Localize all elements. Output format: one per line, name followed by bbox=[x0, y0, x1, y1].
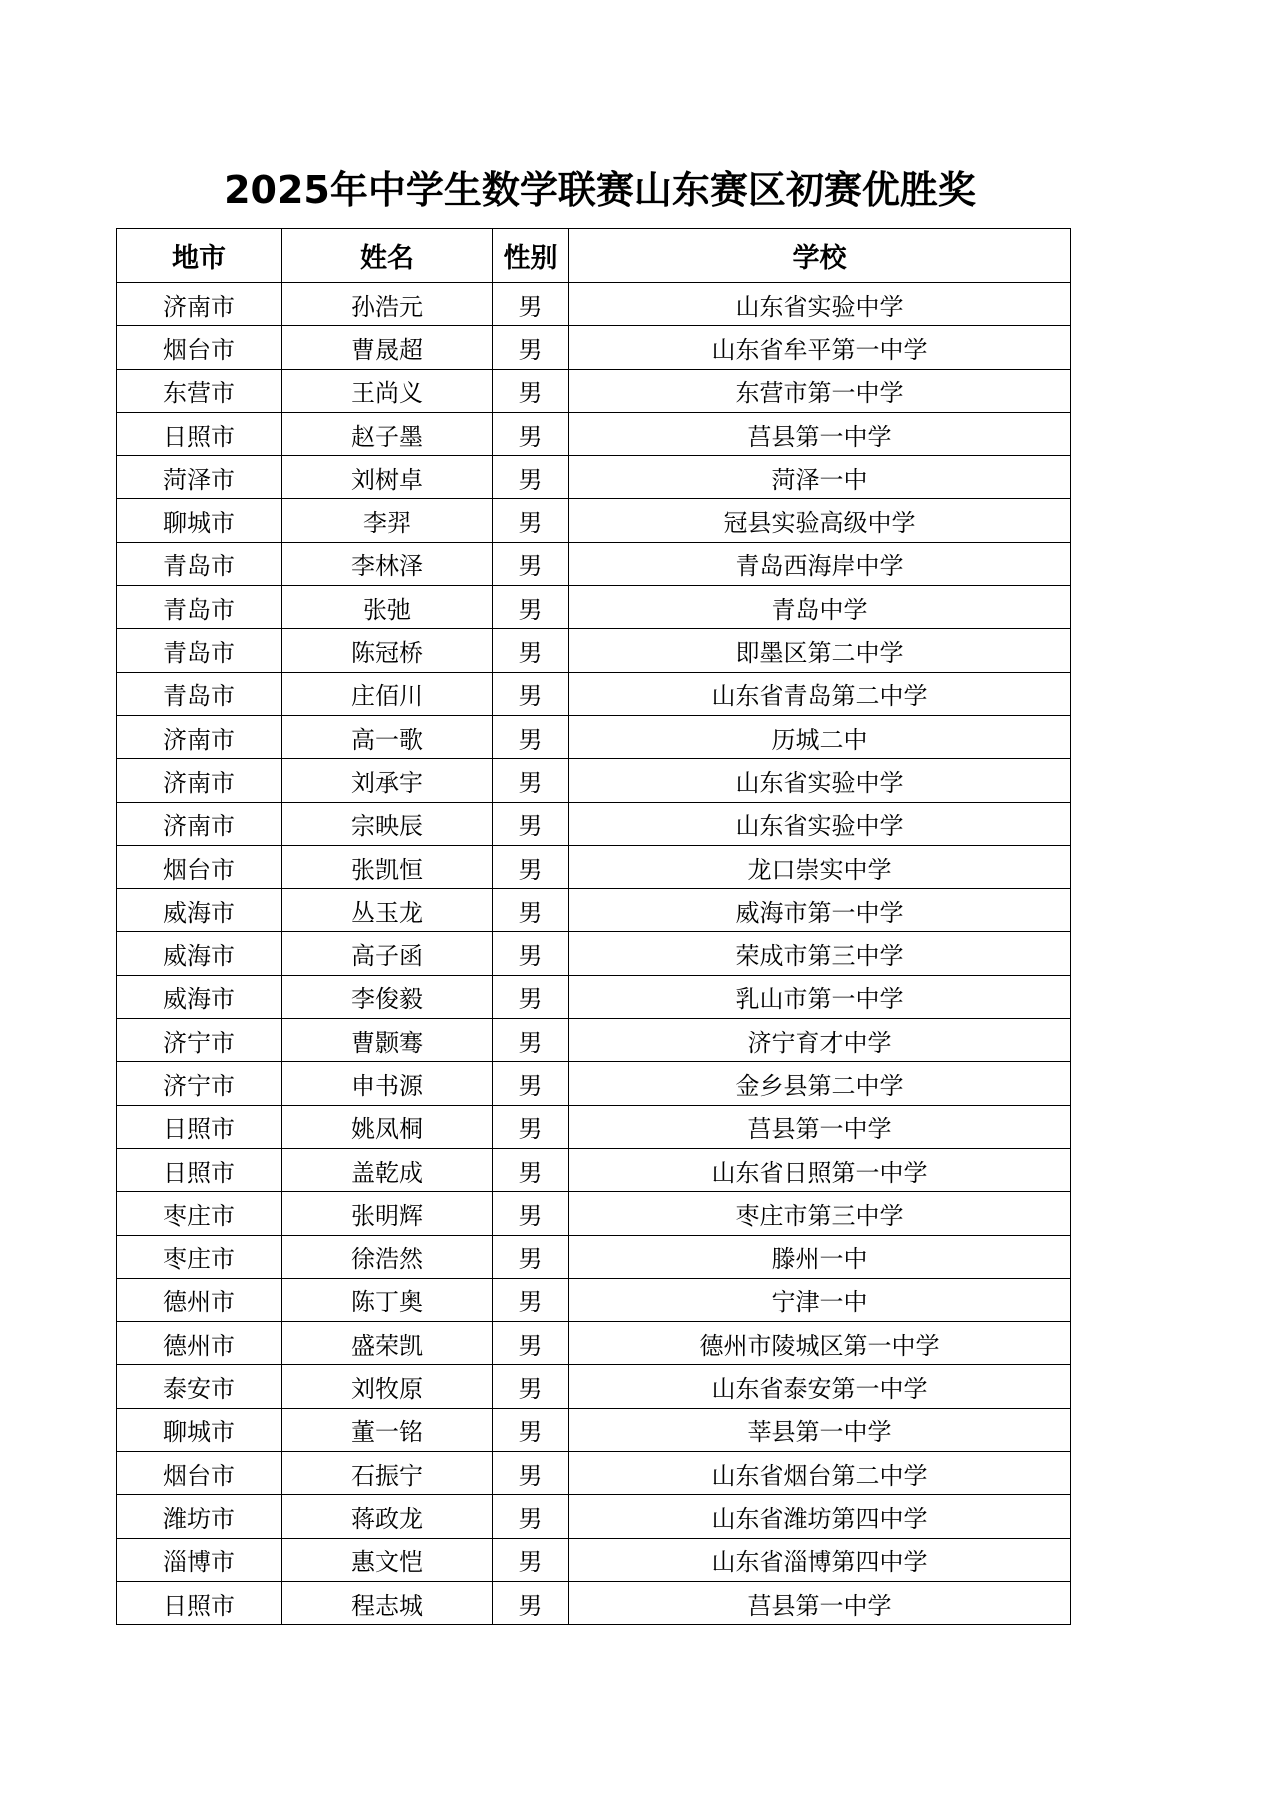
table-row bbox=[117, 1365, 1071, 1408]
cell-name: 高子函 bbox=[282, 932, 493, 975]
cell-school: 东营市第一中学 bbox=[569, 369, 1071, 412]
cell-school: 枣庄市第三中学 bbox=[569, 1192, 1071, 1235]
cell-name: 董一铭 bbox=[282, 1408, 493, 1451]
cell-city: 菏泽市 bbox=[117, 456, 282, 499]
cell-gender: 男 bbox=[493, 1495, 569, 1538]
cell-school: 莒县第一中学 bbox=[569, 1581, 1071, 1624]
table-row bbox=[117, 932, 1071, 975]
table-row bbox=[117, 1452, 1071, 1495]
table-row bbox=[117, 889, 1071, 932]
header-name: 姓名 bbox=[282, 229, 493, 283]
table-row bbox=[117, 1062, 1071, 1105]
cell-city: 东营市 bbox=[117, 369, 282, 412]
cell-name: 张明辉 bbox=[282, 1192, 493, 1235]
cell-school: 青岛中学 bbox=[569, 586, 1071, 629]
cell-name: 李羿 bbox=[282, 499, 493, 542]
cell-gender: 男 bbox=[493, 672, 569, 715]
cell-name: 徐浩然 bbox=[282, 1235, 493, 1278]
cell-city: 聊城市 bbox=[117, 1408, 282, 1451]
cell-school: 德州市陵城区第一中学 bbox=[569, 1322, 1071, 1365]
cell-school: 乳山市第一中学 bbox=[569, 975, 1071, 1018]
cell-name: 张凯恒 bbox=[282, 845, 493, 888]
table-row bbox=[117, 1019, 1071, 1062]
table-row bbox=[117, 369, 1071, 412]
cell-city: 聊城市 bbox=[117, 499, 282, 542]
cell-school: 莒县第一中学 bbox=[569, 412, 1071, 455]
cell-school: 青岛西海岸中学 bbox=[569, 542, 1071, 585]
cell-gender: 男 bbox=[493, 889, 569, 932]
cell-name: 曹颢骞 bbox=[282, 1019, 493, 1062]
table-row bbox=[117, 715, 1071, 758]
table-row bbox=[117, 629, 1071, 672]
cell-school: 山东省牟平第一中学 bbox=[569, 326, 1071, 369]
table-row bbox=[117, 283, 1071, 326]
cell-city: 日照市 bbox=[117, 1105, 282, 1148]
cell-gender: 男 bbox=[493, 1538, 569, 1581]
cell-city: 青岛市 bbox=[117, 672, 282, 715]
table-row bbox=[117, 456, 1071, 499]
cell-name: 赵子墨 bbox=[282, 412, 493, 455]
cell-school: 莘县第一中学 bbox=[569, 1408, 1071, 1451]
page-title: 2025年中学生数学联赛山东赛区初赛优胜奖 bbox=[224, 168, 976, 212]
cell-school: 山东省淄博第四中学 bbox=[569, 1538, 1071, 1581]
cell-school: 山东省日照第一中学 bbox=[569, 1148, 1071, 1191]
cell-gender: 男 bbox=[493, 326, 569, 369]
cell-name: 姚凤桐 bbox=[282, 1105, 493, 1148]
cell-gender: 男 bbox=[493, 1365, 569, 1408]
cell-gender: 男 bbox=[493, 802, 569, 845]
cell-city: 济宁市 bbox=[117, 1019, 282, 1062]
cell-gender: 男 bbox=[493, 759, 569, 802]
cell-gender: 男 bbox=[493, 975, 569, 1018]
table-row bbox=[117, 1495, 1071, 1538]
cell-school: 山东省青岛第二中学 bbox=[569, 672, 1071, 715]
cell-school: 山东省实验中学 bbox=[569, 283, 1071, 326]
table-row bbox=[117, 1105, 1071, 1148]
cell-city: 日照市 bbox=[117, 412, 282, 455]
cell-school: 山东省潍坊第四中学 bbox=[569, 1495, 1071, 1538]
cell-city: 威海市 bbox=[117, 975, 282, 1018]
cell-city: 枣庄市 bbox=[117, 1235, 282, 1278]
header-city: 地市 bbox=[117, 229, 282, 283]
cell-school: 山东省实验中学 bbox=[569, 802, 1071, 845]
table-row bbox=[117, 845, 1071, 888]
table-row bbox=[117, 1322, 1071, 1365]
award-table bbox=[116, 228, 1071, 1625]
header-gender: 性别 bbox=[493, 229, 569, 283]
table-header-row bbox=[117, 229, 1071, 283]
cell-gender: 男 bbox=[493, 1019, 569, 1062]
table-row bbox=[117, 499, 1071, 542]
cell-gender: 男 bbox=[493, 283, 569, 326]
table-row bbox=[117, 586, 1071, 629]
table-row bbox=[117, 542, 1071, 585]
cell-name: 庄佰川 bbox=[282, 672, 493, 715]
cell-city: 枣庄市 bbox=[117, 1192, 282, 1235]
table-row bbox=[117, 672, 1071, 715]
cell-name: 惠文恺 bbox=[282, 1538, 493, 1581]
cell-city: 潍坊市 bbox=[117, 1495, 282, 1538]
cell-gender: 男 bbox=[493, 1278, 569, 1321]
cell-school: 荣成市第三中学 bbox=[569, 932, 1071, 975]
cell-school: 菏泽一中 bbox=[569, 456, 1071, 499]
cell-school: 历城二中 bbox=[569, 715, 1071, 758]
cell-name: 李俊毅 bbox=[282, 975, 493, 1018]
cell-city: 烟台市 bbox=[117, 845, 282, 888]
cell-gender: 男 bbox=[493, 499, 569, 542]
table-row bbox=[117, 1235, 1071, 1278]
cell-gender: 男 bbox=[493, 586, 569, 629]
cell-name: 孙浩元 bbox=[282, 283, 493, 326]
cell-city: 泰安市 bbox=[117, 1365, 282, 1408]
cell-gender: 男 bbox=[493, 1192, 569, 1235]
cell-city: 德州市 bbox=[117, 1278, 282, 1321]
cell-city: 日照市 bbox=[117, 1581, 282, 1624]
cell-name: 陈冠桥 bbox=[282, 629, 493, 672]
cell-name: 李林泽 bbox=[282, 542, 493, 585]
cell-name: 刘树卓 bbox=[282, 456, 493, 499]
cell-city: 威海市 bbox=[117, 932, 282, 975]
cell-gender: 男 bbox=[493, 1062, 569, 1105]
cell-gender: 男 bbox=[493, 369, 569, 412]
cell-city: 德州市 bbox=[117, 1322, 282, 1365]
cell-gender: 男 bbox=[493, 1452, 569, 1495]
cell-school: 金乡县第二中学 bbox=[569, 1062, 1071, 1105]
table-row bbox=[117, 412, 1071, 455]
table-row bbox=[117, 1538, 1071, 1581]
cell-city: 烟台市 bbox=[117, 326, 282, 369]
table-row bbox=[117, 1581, 1071, 1624]
cell-school: 莒县第一中学 bbox=[569, 1105, 1071, 1148]
cell-name: 蒋政龙 bbox=[282, 1495, 493, 1538]
cell-name: 曹晟超 bbox=[282, 326, 493, 369]
cell-gender: 男 bbox=[493, 1235, 569, 1278]
cell-gender: 男 bbox=[493, 412, 569, 455]
cell-gender: 男 bbox=[493, 542, 569, 585]
cell-name: 丛玉龙 bbox=[282, 889, 493, 932]
cell-city: 济南市 bbox=[117, 715, 282, 758]
cell-gender: 男 bbox=[493, 1148, 569, 1191]
cell-school: 龙口崇实中学 bbox=[569, 845, 1071, 888]
cell-school: 冠县实验高级中学 bbox=[569, 499, 1071, 542]
cell-gender: 男 bbox=[493, 456, 569, 499]
cell-school: 威海市第一中学 bbox=[569, 889, 1071, 932]
cell-city: 青岛市 bbox=[117, 542, 282, 585]
cell-name: 刘承宇 bbox=[282, 759, 493, 802]
cell-school: 山东省实验中学 bbox=[569, 759, 1071, 802]
header-school: 学校 bbox=[569, 229, 1071, 283]
table-row bbox=[117, 1192, 1071, 1235]
cell-city: 济南市 bbox=[117, 283, 282, 326]
cell-school: 山东省烟台第二中学 bbox=[569, 1452, 1071, 1495]
cell-gender: 男 bbox=[493, 1322, 569, 1365]
cell-gender: 男 bbox=[493, 715, 569, 758]
cell-school: 滕州一中 bbox=[569, 1235, 1071, 1278]
cell-school: 即墨区第二中学 bbox=[569, 629, 1071, 672]
table-row bbox=[117, 326, 1071, 369]
cell-name: 王尚义 bbox=[282, 369, 493, 412]
cell-city: 日照市 bbox=[117, 1148, 282, 1191]
cell-city: 青岛市 bbox=[117, 586, 282, 629]
cell-city: 淄博市 bbox=[117, 1538, 282, 1581]
table-body bbox=[117, 283, 1071, 1625]
cell-name: 盖乾成 bbox=[282, 1148, 493, 1191]
cell-city: 烟台市 bbox=[117, 1452, 282, 1495]
cell-name: 程志城 bbox=[282, 1581, 493, 1624]
cell-gender: 男 bbox=[493, 845, 569, 888]
table-row bbox=[117, 802, 1071, 845]
cell-name: 盛荣凯 bbox=[282, 1322, 493, 1365]
cell-gender: 男 bbox=[493, 1408, 569, 1451]
cell-gender: 男 bbox=[493, 932, 569, 975]
cell-city: 济南市 bbox=[117, 802, 282, 845]
cell-name: 张弛 bbox=[282, 586, 493, 629]
table-row bbox=[117, 1278, 1071, 1321]
cell-name: 高一歌 bbox=[282, 715, 493, 758]
cell-city: 济宁市 bbox=[117, 1062, 282, 1105]
cell-name: 石振宁 bbox=[282, 1452, 493, 1495]
cell-name: 刘牧原 bbox=[282, 1365, 493, 1408]
cell-city: 济南市 bbox=[117, 759, 282, 802]
cell-name: 申书源 bbox=[282, 1062, 493, 1105]
cell-name: 陈丁奥 bbox=[282, 1278, 493, 1321]
cell-school: 宁津一中 bbox=[569, 1278, 1071, 1321]
cell-name: 宗映辰 bbox=[282, 802, 493, 845]
table-row bbox=[117, 975, 1071, 1018]
cell-school: 山东省泰安第一中学 bbox=[569, 1365, 1071, 1408]
cell-city: 威海市 bbox=[117, 889, 282, 932]
cell-gender: 男 bbox=[493, 629, 569, 672]
table-row bbox=[117, 1408, 1071, 1451]
cell-city: 青岛市 bbox=[117, 629, 282, 672]
cell-gender: 男 bbox=[493, 1581, 569, 1624]
cell-school: 济宁育才中学 bbox=[569, 1019, 1071, 1062]
table-row bbox=[117, 1148, 1071, 1191]
cell-gender: 男 bbox=[493, 1105, 569, 1148]
table-row bbox=[117, 759, 1071, 802]
